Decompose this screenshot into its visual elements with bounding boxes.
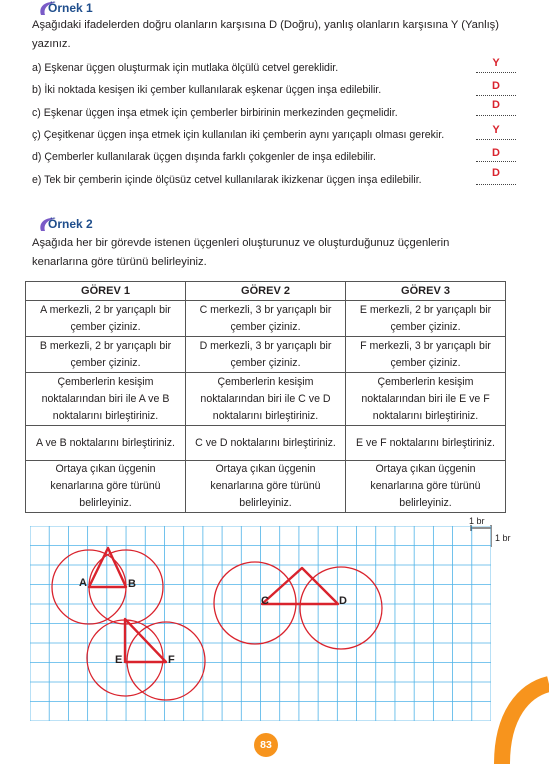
point-label-a: A: [79, 577, 87, 589]
answer-d: D: [492, 147, 500, 159]
point-label-f: F: [168, 654, 175, 666]
statement-b: b) İki noktada kesişen iki çember kullanılarak eşkenar üçgen inşa edilebilir.: [32, 84, 382, 96]
table-cell: B merkezli, 2 br yarıçaplı bir çember çiziniz.: [26, 337, 186, 373]
example1-instruction: Aşağıdaki ifadelerden doğru olanların karşısına D (Doğru), yanlış olanların karşısına Y (Yanlış) yazınız.: [32, 19, 500, 50]
table-row: [26, 301, 506, 337]
point-label-e: E: [115, 654, 123, 666]
example2-instruction: Aşağıda her bir görevde istenen üçgenleri oluşturunuz ve oluşturduğunuz üçgenlerin kenarlarına göre türünü belirleyiniz.: [32, 237, 450, 268]
answer-line: [476, 125, 516, 140]
statement-d: d) Çemberler kullanılarak üçgen dışında farklı çokgenler de inşa edilebilir.: [32, 151, 376, 163]
table-row: [26, 373, 506, 426]
table-row: [26, 461, 506, 513]
table-cell: Ortaya çıkan üçgenin kenarlarına göre türünü belirleyiniz.: [26, 461, 186, 513]
statement-a: a) Eşkenar üçgen oluşturmak için mutlaka ölçülü cetvel gereklidir.: [32, 62, 339, 74]
point-label-b: B: [128, 578, 136, 590]
answer-line: [476, 81, 516, 96]
example1-title: Örnek 1: [48, 1, 93, 15]
point-label-c: C: [261, 595, 269, 607]
table-cell: Çemberlerin kesişim noktalarından biri ile C ve D noktalarını birleştiriniz.: [186, 373, 346, 426]
table-row: [26, 426, 506, 461]
answer-line: [476, 58, 516, 73]
statement-e: e) Tek bir çemberin içinde ölçüsüz cetvel kullanılarak ikizkenar üçgen inşa edilebilir.: [32, 174, 422, 186]
grid-lines: [30, 526, 491, 721]
triangle-cd: [262, 568, 338, 604]
example2-title: Örnek 2: [48, 217, 93, 231]
table-cell: E merkezli, 2 br yarıçaplı bir çember çiziniz.: [346, 301, 506, 337]
answer-a: Y: [492, 57, 500, 69]
statement-c-cedilla: ç) Çeşitkenar üçgen inşa etmek için kullanılan iki çemberin aynı yarıçaplı olması gerekir.: [32, 129, 445, 141]
answer-e: D: [492, 167, 500, 179]
table-cell: Çemberlerin kesişim noktalarından biri ile A ve B noktalarını birleştiriniz.: [26, 373, 186, 426]
page-number: 83: [254, 733, 278, 757]
table-cell: E ve F noktalarını birleştiriniz.: [346, 426, 506, 461]
decorative-arc: [484, 675, 549, 764]
table-cell: Ortaya çıkan üçgenin kenarlarına göre türünü belirleyiniz.: [346, 461, 506, 513]
statement-c: c) Eşkenar üçgen inşa etmek için çemberler birbirinin merkezinden geçmelidir.: [32, 107, 398, 119]
table-header: GÖREV 2: [186, 282, 346, 301]
table-cell: A merkezli, 2 br yarıçaplı bir çember çiziniz.: [26, 301, 186, 337]
answer-b: D: [492, 80, 500, 92]
table-header-row: [26, 282, 506, 301]
table-cell: A ve B noktalarını birleştiriniz.: [26, 426, 186, 461]
table-cell: Çemberlerin kesişim noktalarından biri ile E ve F noktalarını birleştiriniz.: [346, 373, 506, 426]
answer-line: [476, 101, 516, 116]
answer-c-cedilla: Y: [492, 124, 500, 136]
point-labels: [79, 577, 347, 666]
table-cell: Ortaya çıkan üçgenin kenarlarına göre türünü belirleyiniz.: [186, 461, 346, 513]
table-header: GÖREV 1: [26, 282, 186, 301]
table-cell: C merkezli, 3 br yarıçaplı bir çember çiziniz.: [186, 301, 346, 337]
answer-c: D: [492, 99, 500, 111]
table-row: [26, 337, 506, 373]
construction-circles: [52, 550, 382, 700]
answer-line: [476, 170, 516, 185]
answer-line: [476, 147, 516, 162]
table-cell: C ve D noktalarını birleştiriniz.: [186, 426, 346, 461]
square-grid: [30, 526, 491, 721]
table-cell: D merkezli, 3 br yarıçaplı bir çember çiziniz.: [186, 337, 346, 373]
unit-label-vertical: 1 br: [495, 533, 511, 543]
table-cell: F merkezli, 3 br yarıçaplı bir çember çiziniz.: [346, 337, 506, 373]
point-label-d: D: [339, 595, 347, 607]
table-header: GÖREV 3: [346, 282, 506, 301]
tasks-table: [25, 281, 506, 513]
unit-label-horizontal: 1 br: [469, 516, 485, 526]
